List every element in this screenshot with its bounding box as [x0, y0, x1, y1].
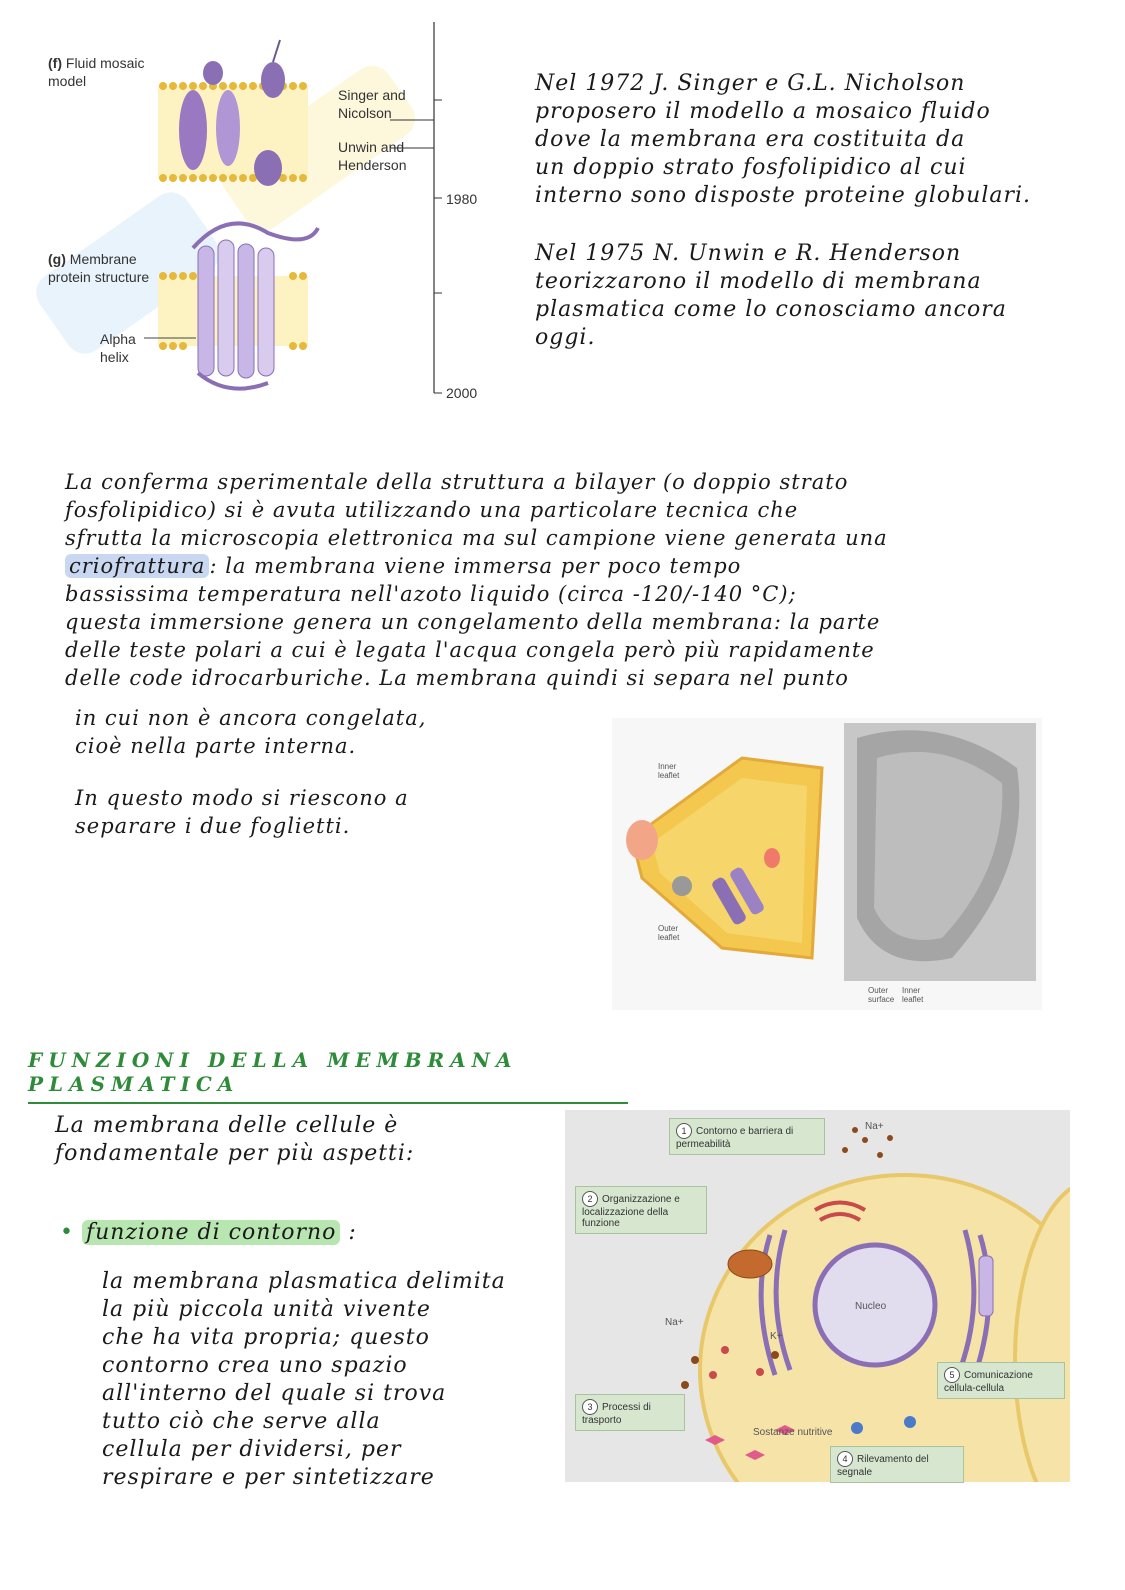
text-line: interno sono disposte proteine globulari.	[535, 183, 1032, 208]
text-line: cioè nella parte interna.	[75, 734, 357, 758]
text-line: in cui non è ancora congelata,	[75, 706, 427, 730]
text-line: sfrutta la microscopia elettronica ma sul campione viene generata una	[65, 526, 888, 550]
highlight-criofrattura: criofrattura	[65, 554, 209, 578]
section-title-text: FUNZIONI DELLA MEMBRANA PLASMATICA	[28, 1048, 518, 1096]
text-line: oggi.	[535, 325, 596, 350]
section-title	[28, 1048, 628, 1104]
text-line: La conferma sperimentale della struttura a bilayer (o doppio strato	[65, 470, 849, 494]
text-line: fondamentale per più aspetti:	[55, 1141, 415, 1166]
label-unwin-henderson: Unwin and Henderson	[338, 139, 407, 173]
label-na-top: Na+	[865, 1121, 884, 1132]
text-line: che ha vita propria; questo	[102, 1325, 430, 1350]
label-inner-leaflet: Inner leaflet	[658, 762, 680, 780]
function-box-5: 5 Comunicazione cellula-cellula	[937, 1362, 1065, 1399]
text-line: separare i due foglietti.	[75, 814, 351, 838]
membrane-models-figure	[18, 18, 518, 418]
bullet-label: funzione di contorno	[82, 1220, 340, 1245]
text-line: delle code idrocarburiche. La membrana quindi si separa nel punto	[65, 666, 849, 690]
text-line: contorno crea uno spazio	[102, 1353, 408, 1378]
paragraph-criofrattura	[65, 468, 1105, 692]
function-box-2: 2 Organizzazione e localizzazione della funzione	[575, 1186, 707, 1234]
label-outer-surface: Outer surface	[868, 986, 895, 1004]
text-line: tutto ciò che serve alla	[102, 1409, 381, 1434]
text-line: un doppio strato fosfolipidico al cui	[535, 155, 967, 180]
label-f: (f) Fluid mosaic model	[48, 55, 145, 89]
bullet-dot: •	[60, 1220, 74, 1245]
label-year-1980: 1980	[446, 191, 478, 207]
label-sostanze-nutritive: Sostanze nutritive	[753, 1427, 833, 1438]
label-outer-leaflet: Outer leaflet	[658, 924, 680, 942]
bullet-suffix: :	[348, 1220, 357, 1245]
paragraph-fondamentale	[55, 1112, 525, 1168]
text-line: Nel 1972 J. Singer e G.L. Nicholson	[535, 71, 966, 96]
function-box-1: 1 Contorno e barriera di permeabilità	[669, 1118, 825, 1155]
cell-functions-figure	[565, 1110, 1070, 1482]
text-line: all'interno del quale si trova	[102, 1381, 447, 1406]
text-line: questa immersione genera un congelamento della membrana: la parte	[65, 610, 881, 634]
text-line: proposero il modello a mosaico fluido	[535, 99, 991, 124]
timeline-axis	[390, 22, 442, 393]
label-nucleo: Nucleo	[855, 1301, 887, 1312]
text-line: respirare e per sintetizzare	[102, 1465, 435, 1490]
text-line: La membrana delle cellule è	[55, 1113, 399, 1138]
label-na: Na+	[665, 1317, 684, 1328]
label-inner-leaflet-photo: Inner leaflet	[902, 986, 924, 1004]
label-k: K+	[770, 1331, 783, 1342]
paragraph-contorno	[102, 1268, 557, 1492]
bullet-funzione-contorno	[60, 1220, 357, 1245]
text-line: cellula per dividersi, per	[102, 1437, 402, 1462]
text-line: plasmatica come lo conosciamo ancora	[535, 297, 1007, 322]
text-line: teorizzarono il modello di membrana	[535, 269, 982, 294]
paragraph-singer-nicholson	[535, 70, 1105, 210]
label-singer-nicolson: Singer and Nicolson	[338, 87, 406, 121]
paragraph-unwin-henderson	[535, 240, 1105, 352]
text-line: In questo modo si riescono a	[75, 786, 409, 810]
text-line: bassissima temperatura nell'azoto liquido (circa -120/-140 °C);	[65, 582, 797, 606]
function-box-3: 3 Processi di trasporto	[575, 1394, 685, 1431]
text-line: la più piccola unità vivente	[102, 1297, 431, 1322]
section-title-underline	[28, 1102, 628, 1104]
fluid-mosaic-bilayer	[158, 40, 308, 186]
label-alpha-helix: Alpha helix	[100, 331, 136, 365]
text-line: la membrana plasmatica delimita	[102, 1269, 506, 1294]
text-line: criofrattura : la membrana viene immersa per poco tempo	[65, 552, 1105, 580]
text-line: delle teste polari a cui è legata l'acqua congela però più rapidamente	[65, 638, 875, 662]
text-line: fosfolipidico) si è avuta utilizzando una particolare tecnica che	[65, 498, 799, 522]
paragraph-criofrattura-end	[75, 704, 595, 760]
label-g: (g) Membrane protein structure	[48, 251, 150, 285]
label-year-2000: 2000	[446, 385, 478, 401]
paragraph-separare	[75, 784, 595, 840]
freeze-fracture-figure	[612, 718, 1042, 1010]
function-box-4: 4 Rilevamento del segnale	[830, 1446, 964, 1483]
text-line: Nel 1975 N. Unwin e R. Henderson	[535, 241, 962, 266]
text-line: dove la membrana era costituita da	[535, 127, 966, 152]
